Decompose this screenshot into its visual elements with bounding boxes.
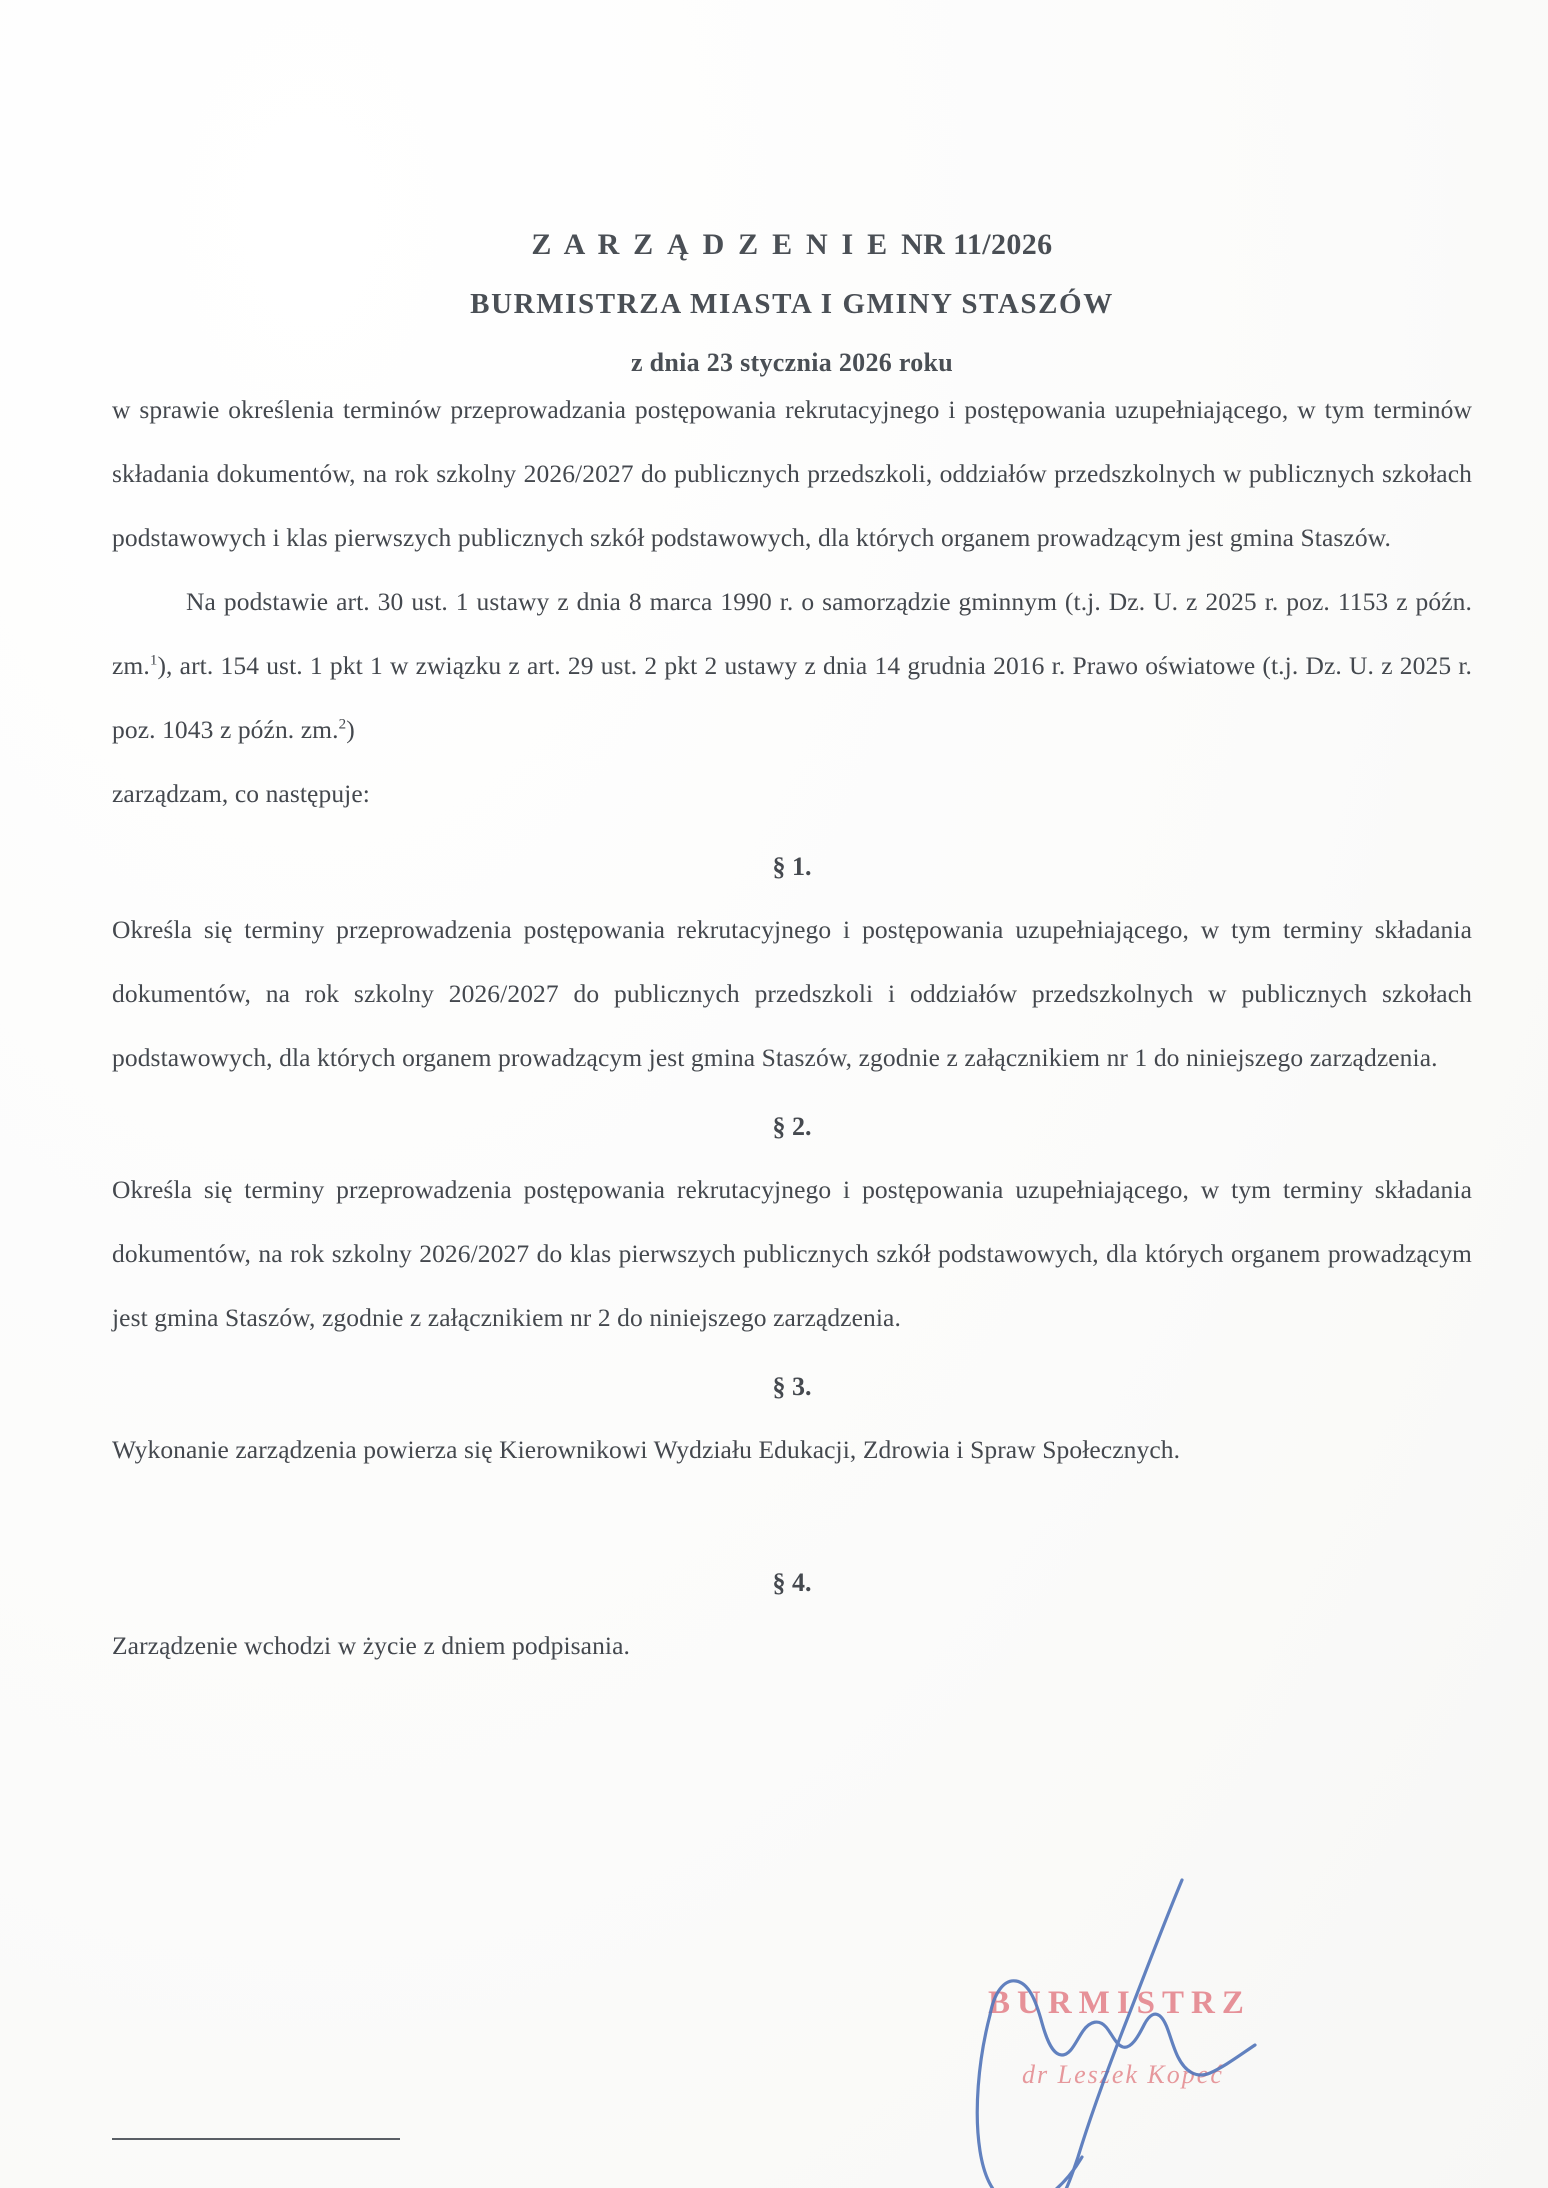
section-marker-4: § 4. <box>772 1568 812 1597</box>
section-marker-2: § 2. <box>772 1112 812 1141</box>
footnote-marker-1: 1 <box>149 652 158 669</box>
legal-basis-part-2: ), art. 154 ust. 1 pkt 1 w związku z art. 29 ust. 2 pkt 2 ustawy z dnia 14 grudnia 2016 r. Prawo oświatowe (t.j. Dz. U. z 2025 r. poz. 1043 z późn. zm. <box>112 651 1472 744</box>
footnote-marker-2: 2 <box>338 716 347 733</box>
title-number: NR 11/2026 <box>901 228 1053 261</box>
section-text-4: Zarządzenie wchodzi w życie z dniem podpisania. <box>112 1631 631 1660</box>
legal-basis-closing: zarządzam, co następuje: <box>112 779 370 808</box>
title-date: z dnia 23 stycznia 2026 roku <box>630 348 954 377</box>
footnote-divider <box>112 2138 400 2140</box>
signature-block <box>960 1905 1480 2188</box>
section-marker-3: § 3. <box>772 1372 812 1401</box>
document-title-block <box>112 228 1472 378</box>
handwritten-signature <box>950 1875 1470 2188</box>
title-prefix: Z A R Z Ą D Z E N I E <box>531 228 891 261</box>
section-text-1: Określa się terminy przeprowadzenia postępowania rekrutacyjnego i postępowania uzupełniającego, w tym terminy składania dokumentów, na rok szkolny 2026/2027 do publicznych przedszkoli i oddziałów przedszkolnych w publicznych szkołach podstawowych, dla których organem prowadzącym jest gmina Staszów, zgodnie z załącznikiem nr 1 do niniejszego zarządzenia. <box>112 915 1472 1072</box>
section-text-3: Wykonanie zarządzenia powierza się Kierownikowi Wydziału Edukacji, Zdrowia i Spraw Społecznych. <box>112 1435 1181 1464</box>
section-text-2: Określa się terminy przeprowadzenia postępowania rekrutacyjnego i postępowania uzupełniającego, w tym terminy składania dokumentów, na rok szkolny 2026/2027 do klas pierwszych publicznych szkół podstawowych, dla których organem prowadzącym jest gmina Staszów, zgodnie z załącznikiem nr 2 do niniejszego zarządzenia. <box>112 1175 1472 1332</box>
legal-basis-paragraph <box>112 570 1472 762</box>
page-title <box>112 228 1472 262</box>
document-content <box>112 228 1472 1678</box>
title-subtitle-authority: BURMISTRZA MIASTA I GMINY STASZÓW <box>470 288 1114 320</box>
section-marker-1: § 1. <box>772 852 812 881</box>
stamp-title: BURMISTRZ <box>988 1985 1251 2021</box>
stamp-name: dr Leszek Kopeć <box>1022 2060 1224 2089</box>
intro-paragraph: w sprawie określenia terminów przeprowadzania postępowania rekrutacyjnego i postępowania uzupełniającego, w tym terminów składania dokumentów, na rok szkolny 2026/2027 do publicznych przedszkoli, oddziałów przedszkolnych w publicznych szkołach podstawowych i klas pierwszych publicznych szkół podstawowych, dla których organem prowadzącym jest gmina Staszów. <box>112 395 1472 552</box>
legal-basis-part-1: Na podstawie art. 30 ust. 1 ustawy z dnia 8 marca 1990 r. o samorządzie gminnym (t.j. Dz. U. z 2025 r. poz. 1153 z późn. zm. <box>112 587 1472 680</box>
legal-basis-part-3: ) <box>346 715 355 744</box>
